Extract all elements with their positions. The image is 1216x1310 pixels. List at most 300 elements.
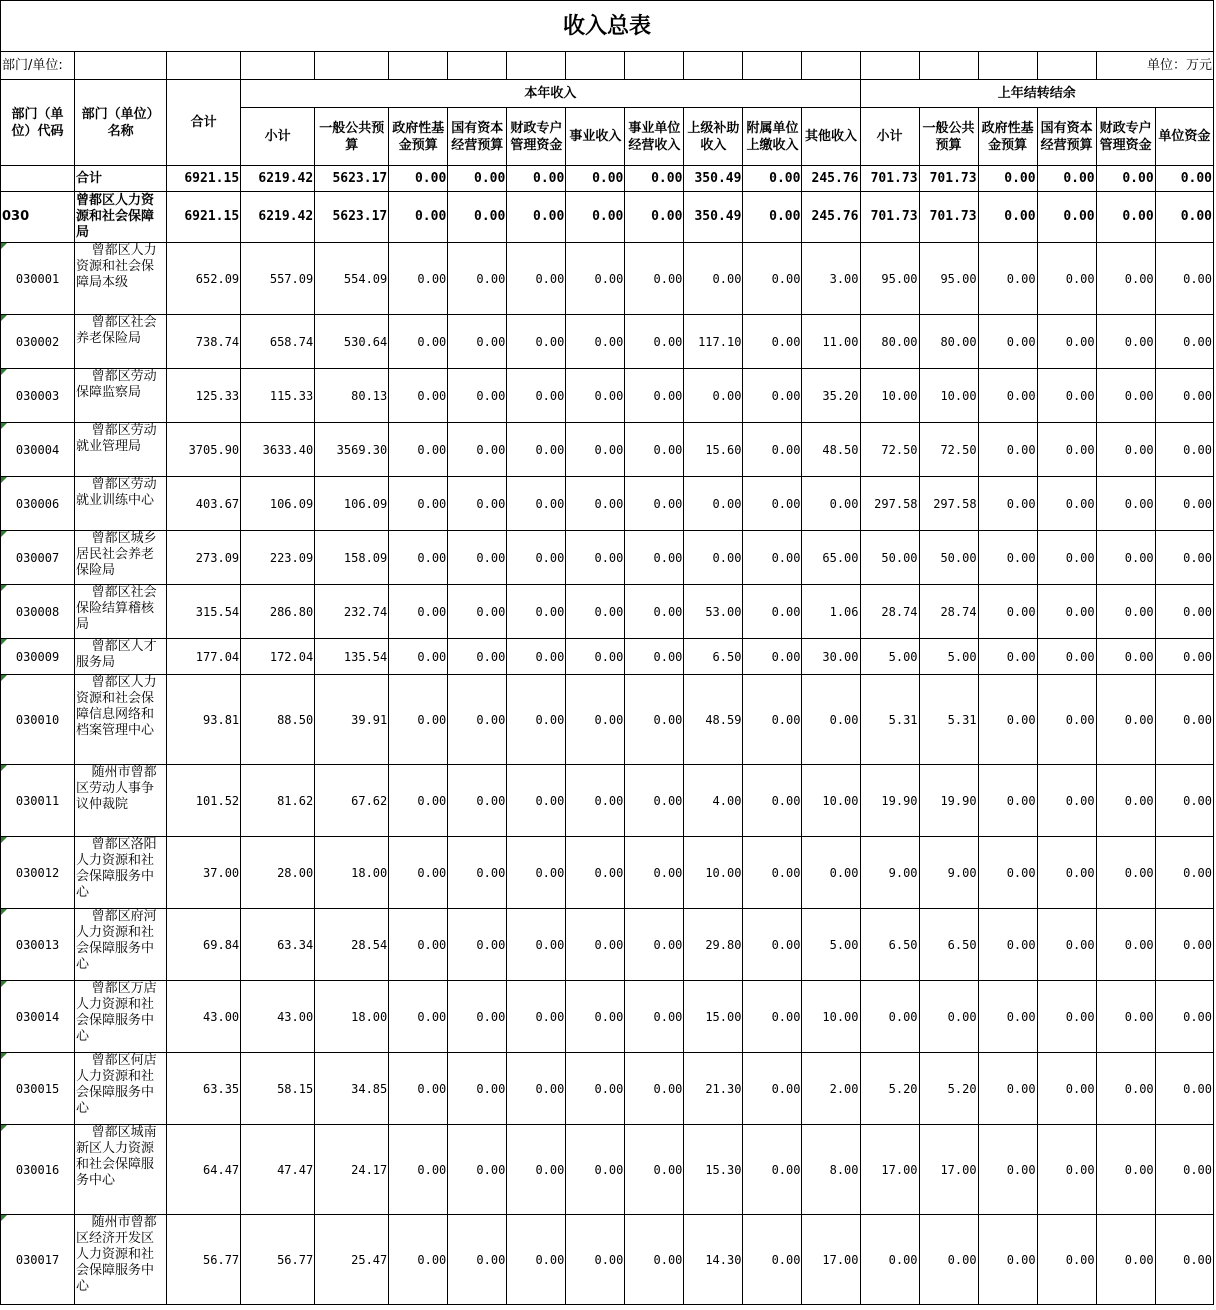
value-cell: 0.00 [1096, 423, 1155, 477]
value-cell: 5.20 [860, 1053, 919, 1125]
value-cell: 0.00 [507, 675, 566, 765]
dept-code-cell [1, 166, 75, 192]
dept-code-cell: 030001 [1, 243, 75, 315]
value-cell: 0.00 [1096, 765, 1155, 837]
value-cell: 0.00 [448, 423, 507, 477]
value-cell: 15.30 [684, 1125, 743, 1215]
value-cell: 0.00 [448, 639, 507, 675]
value-cell: 0.00 [566, 423, 625, 477]
value-cell: 0.00 [1096, 477, 1155, 531]
unit-name-cell: 曾都区劳动就业管理局 [75, 423, 167, 477]
value-cell: 69.84 [167, 909, 241, 981]
table-row [1, 531, 1214, 585]
dept-code-cell: 030017 [1, 1215, 75, 1305]
value-cell: 0.00 [566, 166, 625, 192]
value-cell: 0.00 [1037, 639, 1096, 675]
value-cell: 6219.42 [241, 192, 315, 243]
value-cell: 0.00 [1155, 531, 1213, 585]
table-row [1, 1125, 1214, 1215]
value-cell: 0.00 [1037, 981, 1096, 1053]
value-cell: 0.00 [389, 837, 448, 909]
value-cell: 0.00 [743, 477, 802, 531]
value-cell: 286.80 [241, 585, 315, 639]
value-cell: 72.50 [919, 423, 978, 477]
dept-code-cell: 030012 [1, 837, 75, 909]
value-cell: 2.00 [802, 1053, 860, 1125]
dept-code-cell: 030011 [1, 765, 75, 837]
value-cell: 0.00 [743, 192, 802, 243]
dept-code-cell: 030014 [1, 981, 75, 1053]
value-cell: 0.00 [743, 369, 802, 423]
value-cell: 0.00 [1037, 909, 1096, 981]
value-cell: 0.00 [448, 369, 507, 423]
value-cell: 0.00 [389, 765, 448, 837]
value-cell: 0.00 [1037, 765, 1096, 837]
table-row [1, 423, 1214, 477]
value-cell: 0.00 [507, 192, 566, 243]
value-cell: 9.00 [919, 837, 978, 909]
dept-code-cell: 030006 [1, 477, 75, 531]
value-cell: 0.00 [978, 675, 1037, 765]
value-cell: 350.49 [684, 166, 743, 192]
unit-name-cell: 曾都区人才服务局 [75, 639, 167, 675]
value-cell: 106.09 [241, 477, 315, 531]
value-cell: 0.00 [389, 1053, 448, 1125]
value-cell: 5.00 [802, 909, 860, 981]
value-cell: 0.00 [1155, 639, 1213, 675]
value-cell: 0.00 [1155, 765, 1213, 837]
value-cell: 0.00 [978, 765, 1037, 837]
value-cell: 19.90 [860, 765, 919, 837]
unit-name-cell: 曾都区劳动保障监察局 [75, 369, 167, 423]
value-cell: 557.09 [241, 243, 315, 315]
value-cell: 0.00 [566, 477, 625, 531]
value-cell: 0.00 [507, 585, 566, 639]
value-cell: 0.00 [1155, 477, 1213, 531]
value-cell: 0.00 [389, 531, 448, 585]
header-carryover-col: 一般公共预算 [919, 108, 978, 166]
value-cell: 350.49 [684, 192, 743, 243]
value-cell: 0.00 [1037, 1125, 1096, 1215]
value-cell: 0.00 [1155, 243, 1213, 315]
value-cell: 6.50 [860, 909, 919, 981]
value-cell: 101.52 [167, 765, 241, 837]
value-cell: 0.00 [389, 909, 448, 981]
header-carryover-col: 单位资金 [1155, 108, 1213, 166]
unit-name-cell: 随州市曾都区劳动人事争议仲裁院 [75, 765, 167, 837]
value-cell: 17.00 [802, 1215, 860, 1305]
unit-label: 单位：万元 [1096, 52, 1213, 80]
value-cell: 28.74 [860, 585, 919, 639]
value-cell: 0.00 [1037, 369, 1096, 423]
value-cell: 701.73 [919, 166, 978, 192]
value-cell: 701.73 [919, 192, 978, 243]
value-cell: 95.00 [860, 243, 919, 315]
value-cell: 0.00 [625, 192, 684, 243]
header-carryover: 上年结转结余 [860, 80, 1214, 108]
summary-label-cell: 合计 [75, 166, 167, 192]
value-cell: 17.00 [860, 1125, 919, 1215]
header-this-year-col: 其他收入 [802, 108, 860, 166]
value-cell: 0.00 [507, 315, 566, 369]
unit-name-cell: 曾都区城南新区人力资源和社会保障服务中心 [75, 1125, 167, 1215]
value-cell: 0.00 [448, 531, 507, 585]
value-cell: 80.00 [919, 315, 978, 369]
dept-code-cell: 030004 [1, 423, 75, 477]
value-cell: 0.00 [1096, 1053, 1155, 1125]
value-cell: 0.00 [625, 675, 684, 765]
value-cell: 0.00 [743, 1053, 802, 1125]
value-cell: 0.00 [1155, 166, 1213, 192]
header-this-year-col: 上级补助收入 [684, 108, 743, 166]
value-cell: 0.00 [978, 909, 1037, 981]
value-cell: 0.00 [1155, 369, 1213, 423]
value-cell: 0.00 [566, 765, 625, 837]
value-cell: 28.00 [241, 837, 315, 909]
value-cell: 56.77 [167, 1215, 241, 1305]
dept-code-cell: 030008 [1, 585, 75, 639]
dept-code-cell: 030002 [1, 315, 75, 369]
value-cell: 10.00 [684, 837, 743, 909]
header-this-year-col: 小计 [241, 108, 315, 166]
value-cell: 245.76 [802, 166, 860, 192]
value-cell: 65.00 [802, 531, 860, 585]
value-cell: 64.47 [167, 1125, 241, 1215]
value-cell: 0.00 [389, 639, 448, 675]
value-cell: 0.00 [507, 837, 566, 909]
value-cell: 0.00 [743, 585, 802, 639]
value-cell: 3.00 [802, 243, 860, 315]
value-cell: 0.00 [566, 1215, 625, 1305]
table-row [1, 192, 1214, 243]
value-cell: 29.80 [684, 909, 743, 981]
value-cell: 0.00 [566, 369, 625, 423]
value-cell: 0.00 [743, 423, 802, 477]
value-cell: 0.00 [743, 837, 802, 909]
value-cell: 0.00 [507, 909, 566, 981]
value-cell: 10.00 [919, 369, 978, 423]
value-cell: 0.00 [978, 1215, 1037, 1305]
value-cell: 5.20 [919, 1053, 978, 1125]
value-cell: 15.00 [684, 981, 743, 1053]
value-cell: 0.00 [448, 243, 507, 315]
value-cell: 0.00 [802, 837, 860, 909]
value-cell: 0.00 [625, 1215, 684, 1305]
value-cell: 21.30 [684, 1053, 743, 1125]
value-cell: 0.00 [1096, 981, 1155, 1053]
value-cell: 8.00 [802, 1125, 860, 1215]
value-cell: 0.00 [566, 981, 625, 1053]
table-row [1, 166, 1214, 192]
value-cell: 0.00 [978, 837, 1037, 909]
value-cell: 0.00 [1096, 585, 1155, 639]
value-cell: 0.00 [1096, 369, 1155, 423]
value-cell: 0.00 [566, 1125, 625, 1215]
value-cell: 658.74 [241, 315, 315, 369]
value-cell: 0.00 [860, 981, 919, 1053]
table-row [1, 1053, 1214, 1125]
dept-code-cell: 030009 [1, 639, 75, 675]
table-row [1, 243, 1214, 315]
value-cell: 117.10 [684, 315, 743, 369]
value-cell: 0.00 [566, 192, 625, 243]
unit-name-cell: 曾都区社会养老保险局 [75, 315, 167, 369]
value-cell: 37.00 [167, 837, 241, 909]
value-cell: 28.74 [919, 585, 978, 639]
value-cell: 0.00 [684, 477, 743, 531]
value-cell: 0.00 [566, 243, 625, 315]
value-cell: 0.00 [1037, 675, 1096, 765]
value-cell: 0.00 [1037, 477, 1096, 531]
value-cell: 14.30 [684, 1215, 743, 1305]
value-cell: 0.00 [448, 909, 507, 981]
unit-name-cell: 曾都区府河人力资源和社会保障服务中心 [75, 909, 167, 981]
unit-name-cell: 曾都区城乡居民社会养老保险局 [75, 531, 167, 585]
value-cell: 232.74 [315, 585, 389, 639]
table-row [1, 1215, 1214, 1305]
value-cell: 0.00 [507, 1125, 566, 1215]
value-cell: 63.34 [241, 909, 315, 981]
header-this-year-col: 财政专户管理资金 [507, 108, 566, 166]
dept-code-cell: 030010 [1, 675, 75, 765]
header-this-year: 本年收入 [241, 80, 860, 108]
value-cell: 0.00 [1037, 837, 1096, 909]
value-cell: 50.00 [919, 531, 978, 585]
value-cell: 0.00 [448, 1125, 507, 1215]
value-cell: 95.00 [919, 243, 978, 315]
page-title: 收入总表 [1, 1, 1214, 52]
value-cell: 0.00 [566, 639, 625, 675]
value-cell: 738.74 [167, 315, 241, 369]
value-cell: 0.00 [625, 531, 684, 585]
value-cell: 0.00 [1037, 192, 1096, 243]
value-cell: 0.00 [743, 166, 802, 192]
unit-name-cell: 随州市曾都区经济开发区人力资源和社会保障服务中心 [75, 1215, 167, 1305]
value-cell: 50.00 [860, 531, 919, 585]
value-cell: 0.00 [1096, 639, 1155, 675]
value-cell: 0.00 [743, 909, 802, 981]
value-cell: 530.64 [315, 315, 389, 369]
value-cell: 58.15 [241, 1053, 315, 1125]
dept-code-cell: 030013 [1, 909, 75, 981]
value-cell: 0.00 [389, 477, 448, 531]
value-cell: 0.00 [1155, 315, 1213, 369]
value-cell: 0.00 [1096, 1215, 1155, 1305]
value-cell: 0.00 [507, 369, 566, 423]
value-cell: 9.00 [860, 837, 919, 909]
value-cell: 0.00 [507, 423, 566, 477]
value-cell: 0.00 [743, 675, 802, 765]
value-cell: 6219.42 [241, 166, 315, 192]
value-cell: 0.00 [448, 765, 507, 837]
table-row [1, 909, 1214, 981]
value-cell: 34.85 [315, 1053, 389, 1125]
value-cell: 0.00 [1155, 585, 1213, 639]
value-cell: 6921.15 [167, 192, 241, 243]
value-cell: 0.00 [625, 369, 684, 423]
value-cell: 0.00 [978, 1053, 1037, 1125]
value-cell: 0.00 [978, 585, 1037, 639]
value-cell: 0.00 [860, 1215, 919, 1305]
value-cell: 30.00 [802, 639, 860, 675]
value-cell: 39.91 [315, 675, 389, 765]
value-cell: 0.00 [448, 192, 507, 243]
value-cell: 0.00 [448, 166, 507, 192]
value-cell: 0.00 [448, 585, 507, 639]
value-cell: 0.00 [566, 1053, 625, 1125]
value-cell: 403.67 [167, 477, 241, 531]
value-cell: 72.50 [860, 423, 919, 477]
value-cell: 245.76 [802, 192, 860, 243]
value-cell: 0.00 [448, 477, 507, 531]
value-cell: 0.00 [507, 477, 566, 531]
value-cell: 0.00 [978, 369, 1037, 423]
value-cell: 0.00 [1155, 192, 1213, 243]
value-cell: 0.00 [448, 981, 507, 1053]
value-cell: 10.00 [802, 765, 860, 837]
value-cell: 701.73 [860, 192, 919, 243]
value-cell: 0.00 [625, 639, 684, 675]
value-cell: 115.33 [241, 369, 315, 423]
header-carryover-col: 政府性基金预算 [978, 108, 1037, 166]
value-cell: 125.33 [167, 369, 241, 423]
value-cell: 0.00 [1155, 423, 1213, 477]
value-cell: 0.00 [743, 1215, 802, 1305]
value-cell: 0.00 [566, 837, 625, 909]
value-cell: 6.50 [684, 639, 743, 675]
value-cell: 18.00 [315, 837, 389, 909]
value-cell: 0.00 [389, 166, 448, 192]
value-cell: 0.00 [625, 909, 684, 981]
value-cell: 0.00 [625, 166, 684, 192]
value-cell: 0.00 [389, 585, 448, 639]
value-cell: 80.00 [860, 315, 919, 369]
value-cell: 11.00 [802, 315, 860, 369]
unit-name-cell: 曾都区何店人力资源和社会保障服务中心 [75, 1053, 167, 1125]
value-cell: 172.04 [241, 639, 315, 675]
value-cell: 0.00 [625, 1125, 684, 1215]
value-cell: 0.00 [743, 765, 802, 837]
value-cell: 5.00 [919, 639, 978, 675]
value-cell: 0.00 [1155, 1215, 1213, 1305]
value-cell: 0.00 [625, 585, 684, 639]
header-carryover-col: 国有资本经营预算 [1037, 108, 1096, 166]
value-cell: 0.00 [743, 981, 802, 1053]
table-row [1, 837, 1214, 909]
header-carryover-col: 财政专户管理资金 [1096, 108, 1155, 166]
value-cell: 0.00 [389, 369, 448, 423]
value-cell: 0.00 [389, 981, 448, 1053]
table-row [1, 675, 1214, 765]
value-cell: 18.00 [315, 981, 389, 1053]
value-cell: 0.00 [978, 1125, 1037, 1215]
value-cell: 0.00 [1096, 837, 1155, 909]
value-cell: 0.00 [625, 981, 684, 1053]
value-cell: 6921.15 [167, 166, 241, 192]
value-cell: 80.13 [315, 369, 389, 423]
value-cell: 0.00 [507, 531, 566, 585]
value-cell: 0.00 [389, 1125, 448, 1215]
value-cell: 0.00 [802, 675, 860, 765]
header-code: 部门（单位）代码 [1, 80, 75, 166]
header-this-year-col: 政府性基金预算 [389, 108, 448, 166]
value-cell: 0.00 [389, 192, 448, 243]
value-cell: 0.00 [1155, 981, 1213, 1053]
value-cell: 0.00 [978, 423, 1037, 477]
dept-code-cell: 030016 [1, 1125, 75, 1215]
value-cell: 0.00 [802, 477, 860, 531]
value-cell: 17.00 [919, 1125, 978, 1215]
value-cell: 0.00 [743, 531, 802, 585]
value-cell: 4.00 [684, 765, 743, 837]
value-cell: 0.00 [389, 675, 448, 765]
unit-name-cell: 曾都区洛阳人力资源和社会保障服务中心 [75, 837, 167, 909]
value-cell: 0.00 [919, 981, 978, 1053]
value-cell: 0.00 [978, 981, 1037, 1053]
value-cell: 0.00 [978, 315, 1037, 369]
header-this-year-col: 事业单位经营收入 [625, 108, 684, 166]
value-cell: 0.00 [1037, 1215, 1096, 1305]
value-cell: 10.00 [802, 981, 860, 1053]
value-cell: 67.62 [315, 765, 389, 837]
value-cell: 0.00 [978, 477, 1037, 531]
value-cell: 0.00 [389, 243, 448, 315]
value-cell: 6.50 [919, 909, 978, 981]
dept-code-cell: 030007 [1, 531, 75, 585]
value-cell: 43.00 [167, 981, 241, 1053]
unit-name-cell: 曾都区人力资源和社会保障局本级 [75, 243, 167, 315]
value-cell: 63.35 [167, 1053, 241, 1125]
value-cell: 0.00 [1037, 315, 1096, 369]
value-cell: 0.00 [507, 765, 566, 837]
value-cell: 48.59 [684, 675, 743, 765]
value-cell: 223.09 [241, 531, 315, 585]
value-cell: 297.58 [860, 477, 919, 531]
value-cell: 0.00 [743, 639, 802, 675]
table-row [1, 315, 1214, 369]
value-cell: 0.00 [978, 192, 1037, 243]
value-cell: 0.00 [448, 837, 507, 909]
value-cell: 273.09 [167, 531, 241, 585]
value-cell: 0.00 [566, 909, 625, 981]
header-this-year-col: 附属单位上缴收入 [743, 108, 802, 166]
value-cell: 5.31 [860, 675, 919, 765]
value-cell: 0.00 [978, 166, 1037, 192]
value-cell: 3705.90 [167, 423, 241, 477]
table-row [1, 477, 1214, 531]
value-cell: 0.00 [684, 369, 743, 423]
value-cell: 0.00 [1037, 166, 1096, 192]
value-cell: 56.77 [241, 1215, 315, 1305]
value-cell: 81.62 [241, 765, 315, 837]
dept-name-cell: 曾都区人力资源和社会保障局 [75, 192, 167, 243]
value-cell: 0.00 [1096, 909, 1155, 981]
value-cell: 0.00 [566, 531, 625, 585]
value-cell: 5623.17 [315, 166, 389, 192]
value-cell: 0.00 [1155, 1053, 1213, 1125]
value-cell: 28.54 [315, 909, 389, 981]
value-cell: 24.17 [315, 1125, 389, 1215]
value-cell: 0.00 [1037, 1053, 1096, 1125]
value-cell: 0.00 [919, 1215, 978, 1305]
value-cell: 15.60 [684, 423, 743, 477]
value-cell: 0.00 [978, 639, 1037, 675]
value-cell: 0.00 [1096, 675, 1155, 765]
dept-code-cell: 030003 [1, 369, 75, 423]
value-cell: 0.00 [389, 315, 448, 369]
value-cell: 0.00 [507, 1215, 566, 1305]
value-cell: 0.00 [1155, 837, 1213, 909]
